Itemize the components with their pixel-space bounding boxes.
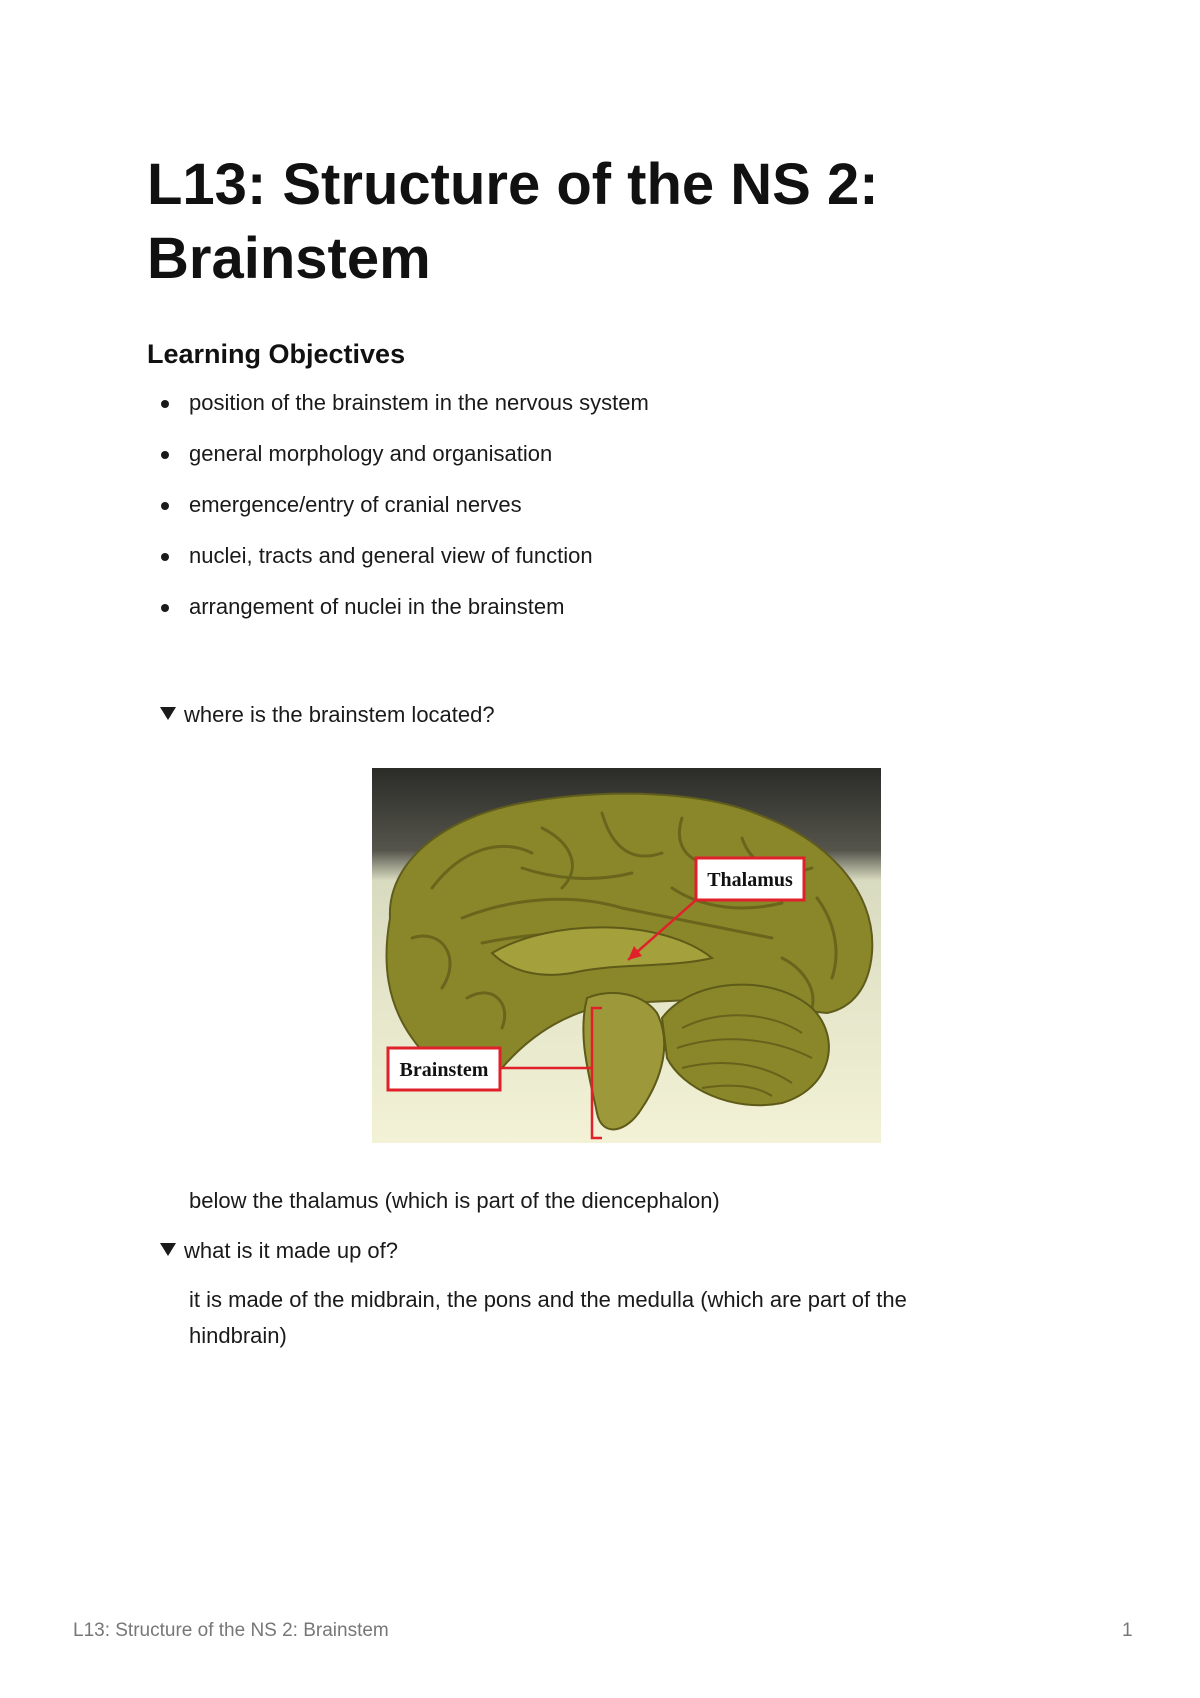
triangle-down-icon[interactable] — [160, 707, 176, 720]
brainstem-label: Brainstem — [399, 1059, 489, 1081]
bullet-icon — [161, 400, 169, 408]
list-item-text: nuclei, tracts and general view of function — [189, 543, 593, 568]
answer-location: below the thalamus (which is part of the diencephalon) — [189, 1188, 720, 1213]
list-item-text: emergence/entry of cranial nerves — [189, 492, 522, 517]
brain-sagittal-figure — [372, 768, 881, 1143]
thalamus-label: Thalamus — [707, 869, 793, 891]
list-item — [147, 490, 649, 541]
list-item — [147, 592, 649, 643]
bullet-icon — [161, 451, 169, 459]
learning-objectives-list — [147, 388, 649, 643]
list-item-text: position of the brainstem in the nervous system — [189, 390, 649, 415]
list-item — [147, 541, 649, 592]
toggle-where-located[interactable] — [160, 700, 495, 730]
footer-title: L13: Structure of the NS 2: Brainstem — [73, 1620, 389, 1641]
page-number: 1 — [1122, 1620, 1133, 1641]
toggle-question: what is it made up of? — [184, 1238, 399, 1263]
page-title: L13: Structure of the NS 2: Brainstem — [147, 152, 879, 291]
bullet-icon — [161, 553, 169, 561]
answer-composition: it is made of the midbrain, the pons and the medulla (which are part of the hindbrain) — [189, 1287, 907, 1348]
toggle-made-up-of[interactable] — [160, 1236, 398, 1266]
toggle-question: where is the brainstem located? — [184, 702, 495, 727]
learning-objectives-heading: Learning Objectives — [147, 339, 406, 369]
list-item — [147, 388, 649, 439]
list-item-text: general morphology and organisation — [189, 441, 553, 466]
bullet-icon — [161, 604, 169, 612]
bullet-icon — [161, 502, 169, 510]
list-item — [147, 439, 649, 490]
list-item-text: arrangement of nuclei in the brainstem — [189, 594, 565, 619]
triangle-down-icon[interactable] — [160, 1243, 176, 1256]
